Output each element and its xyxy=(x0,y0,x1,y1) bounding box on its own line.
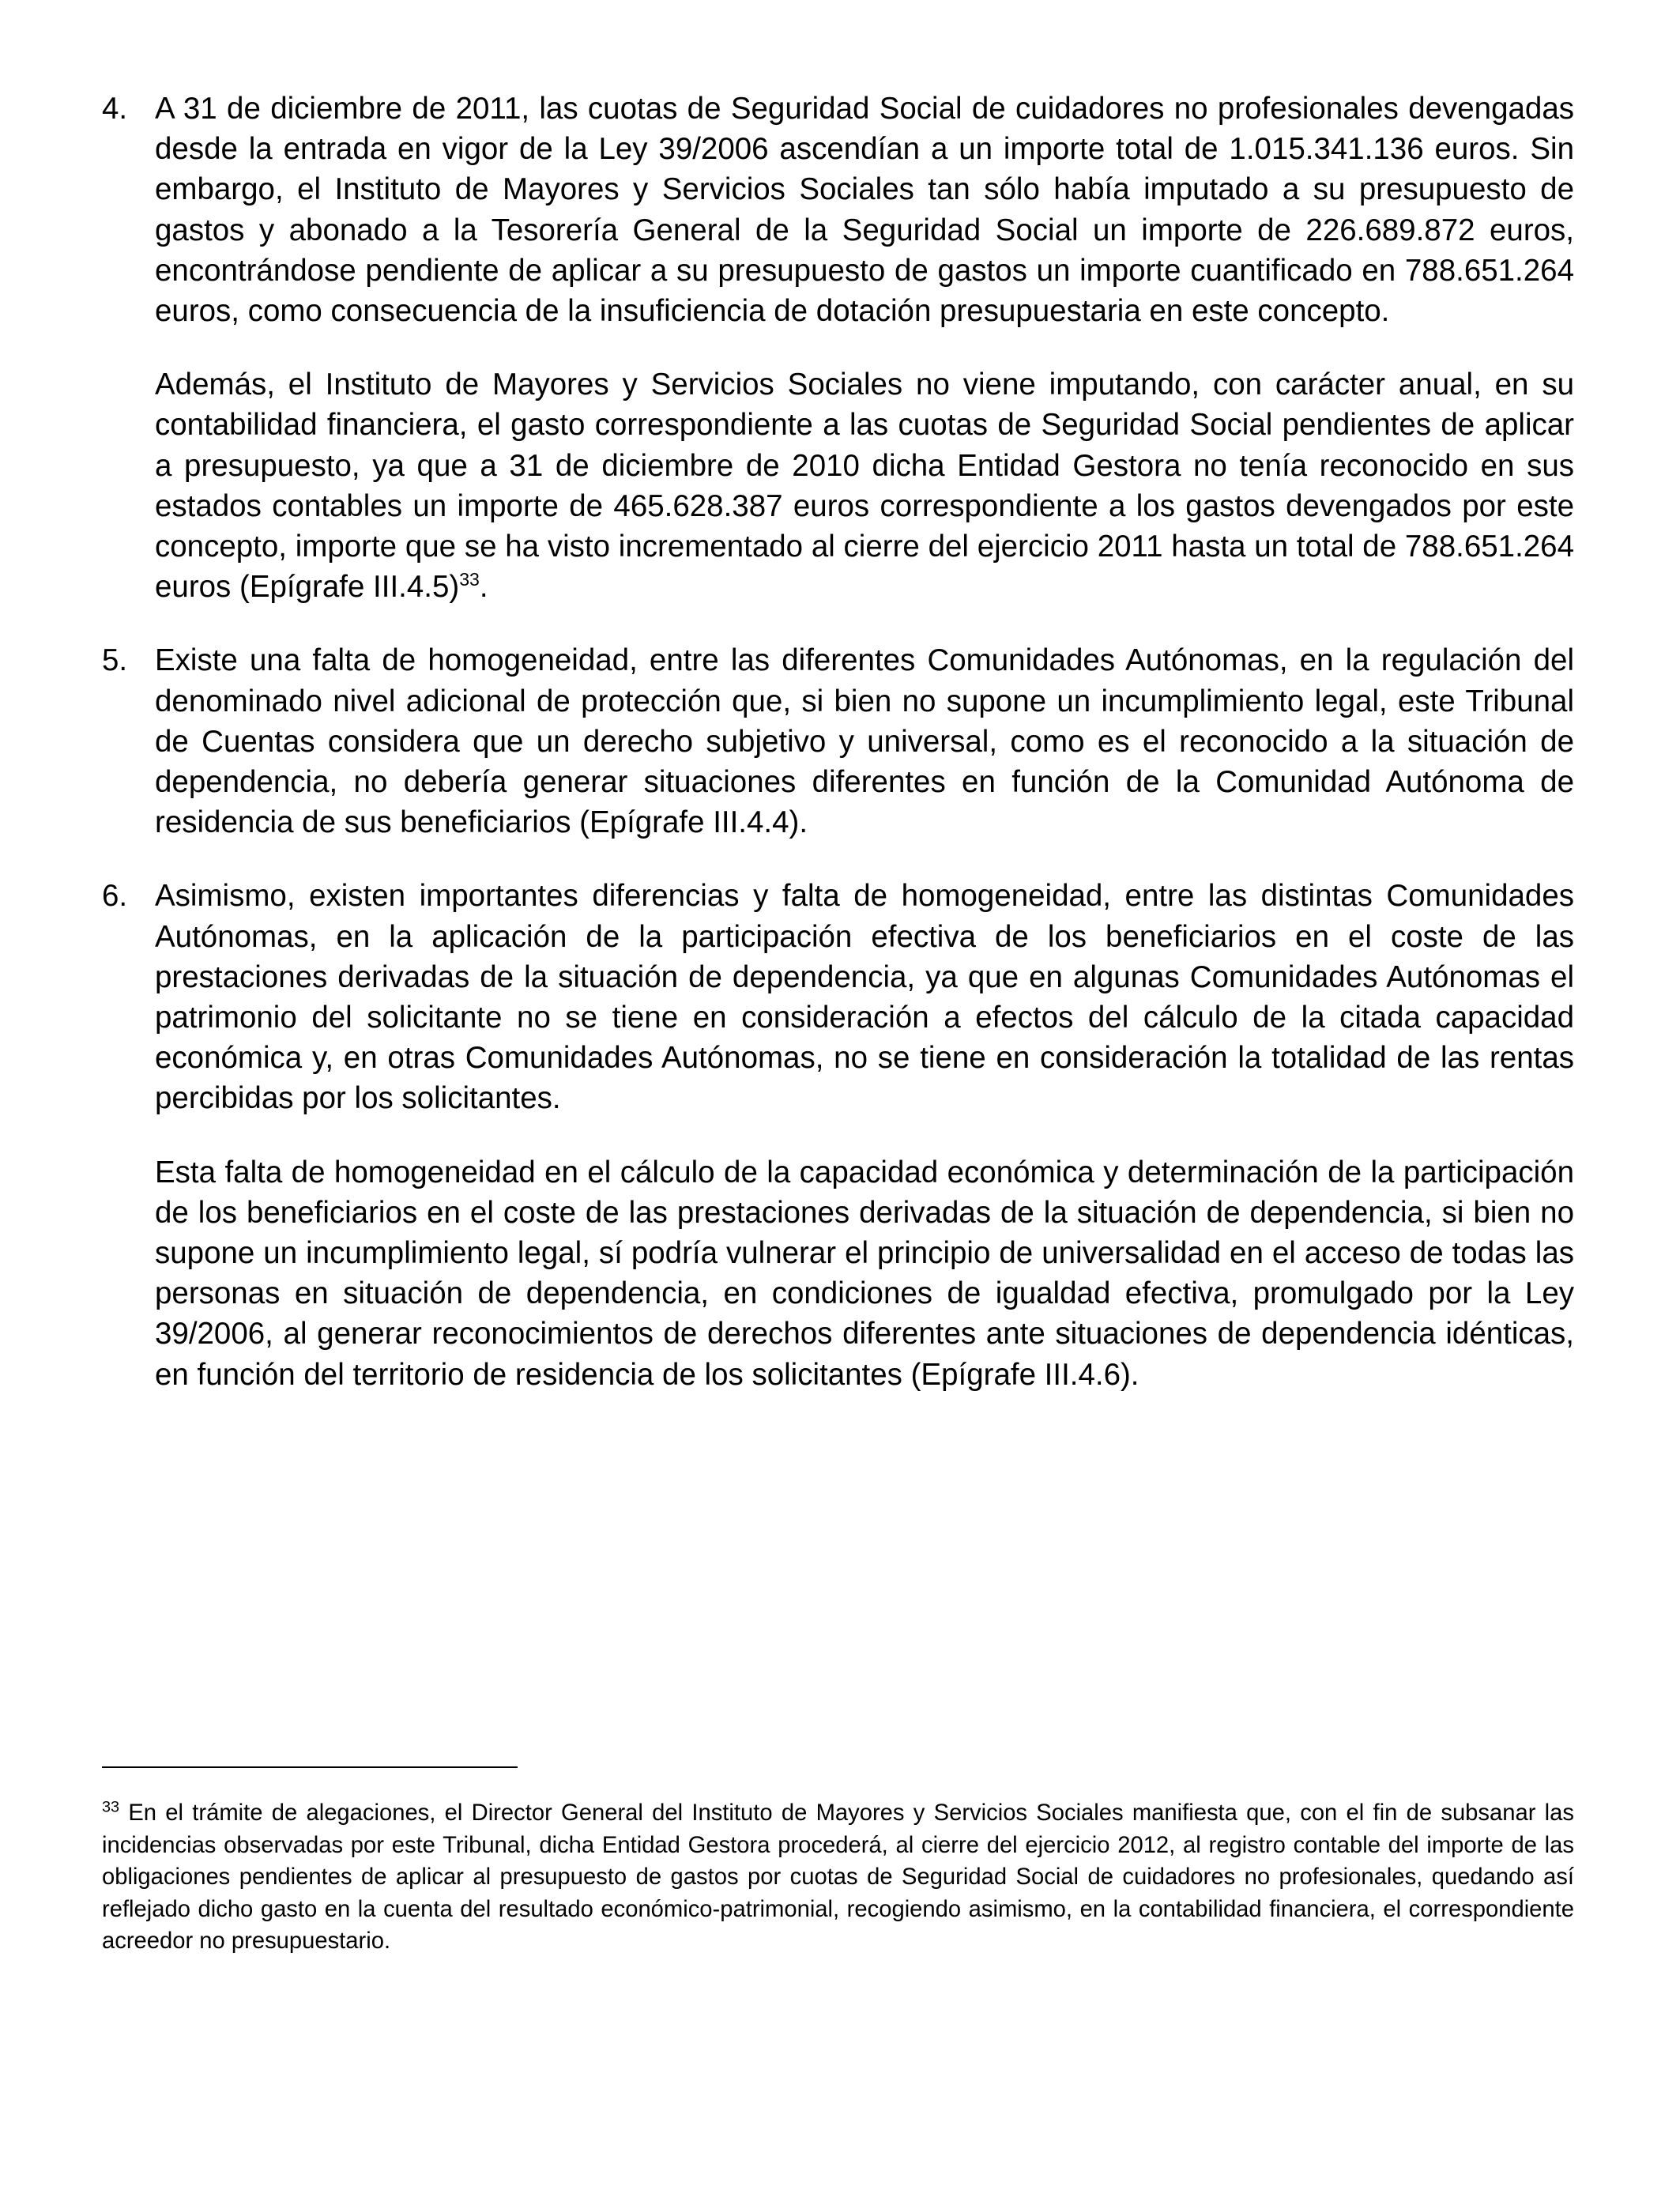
paragraph: Existe una falta de homogeneidad, entre las diferentes Comunidades Autónomas, en la regulación del denominado nivel adicional de protección que, si bien no supone un incumplimiento legal, este Tribunal de Cuentas considera que un derecho subjetivo y universal, como es el reconocido a la situación de dependencia, no debería generar situaciones diferentes en función de la Comunidad Autónoma de residencia de sus beneficiarios (Epígrafe III.4.4). xyxy=(155,643,1574,840)
footnote xyxy=(102,1797,1574,1958)
paragraph xyxy=(155,364,1574,607)
footnote-number: 33 xyxy=(102,1798,120,1816)
paragraph-text: Además, el Instituto de Mayores y Servicios Sociales no viene imputando, con carácter anual, en su contabilidad financiera, el gasto correspondiente a las cuotas de Seguridad Social pendientes de aplicar a presupuesto, ya que a 31 de diciembre de 2010 dicha Entidad Gestora no tenía reconocido en sus estados contables un importe de 465.628.387 euros correspondiente a los gastos devengados por este concepto, importe que se ha visto incrementado al cierre del ejercicio 2011 hasta un total de 788.651.264 euros (Epígrafe III.4.5) xyxy=(155,368,1574,605)
footnote-separator xyxy=(102,1766,518,1768)
list-item-6 xyxy=(102,876,1574,1394)
list-item-4 xyxy=(102,89,1574,607)
footnote-reference[interactable]: 33 xyxy=(459,569,480,590)
paragraph-end-punctuation: . xyxy=(479,570,488,605)
item-number: 5. xyxy=(102,643,128,678)
item-number: 6. xyxy=(102,879,128,914)
list-item-5 xyxy=(102,640,1574,843)
paragraph: Asimismo, existen importantes diferencias y falta de homogeneidad, entre las distintas Comunidades Autónomas, en la aplicación de la participación efectiva de los beneficiarios en el coste de las prestaciones derivadas de la situación de dependencia, ya que en algunas Comunidades Autónomas el patrimonio del solicitante no se tiene en consideración a efectos del cálculo de la citada capacidad económica y, en otras Comunidades Autónomas, no se tiene en consideración la totalidad de las rentas percibidas por los solicitantes. xyxy=(155,879,1574,1116)
footnote-text: En el trámite de alegaciones, el Director General del Instituto de Mayores y Servicios Sociales manifiesta que, con el fin de subsanar las incidencias observadas por este Tribunal, dicha Entidad Gestora procederá, al cierre del ejercicio 2012, al registro contable del importe de las obligaciones pendientes de aplicar al presupuesto de gastos por cuotas de Seguridad Social de cuidadores no profesionales, quedando así reflejado dicho gasto en la cuenta del resultado económico-patrimonial, recogiendo asimismo, en la contabilidad financiera, el correspondiente acreedor no presupuestario. xyxy=(102,1800,1574,1954)
paragraph: A 31 de diciembre de 2011, las cuotas de Seguridad Social de cuidadores no profesionales devengadas desde la entrada en vigor de la Ley 39/2006 ascendían a un importe total de 1.015.341.136 euros. Sin embargo, el Instituto de Mayores y Servicios Sociales tan sólo había imputado a su presupuesto de gastos y abonado a la Tesorería General de la Seguridad Social un importe de 226.689.872 euros, encontrándose pendiente de aplicar a su presupuesto de gastos un importe cuantificado en 788.651.264 euros, como consecuencia de la insuficiencia de dotación presupuestaria en este concepto. xyxy=(155,92,1574,329)
item-number: 4. xyxy=(102,92,128,126)
numbered-list xyxy=(102,89,1574,1395)
paragraph: Esta falta de homogeneidad en el cálculo de la capacidad económica y determinación de la participación de los beneficiarios en el coste de las prestaciones derivadas de la situación de dependencia, si bien no supone un incumplimiento legal, sí podría vulnerar el principio de universalidad en el acceso de todas las personas en situación de dependencia, en condiciones de igualdad efectiva, promulgado por la Ley 39/2006, al generar reconocimientos de derechos diferentes ante situaciones de dependencia idénticas, en función del territorio de residencia de los solicitantes (Epígrafe III.4.6). xyxy=(155,1155,1574,1392)
